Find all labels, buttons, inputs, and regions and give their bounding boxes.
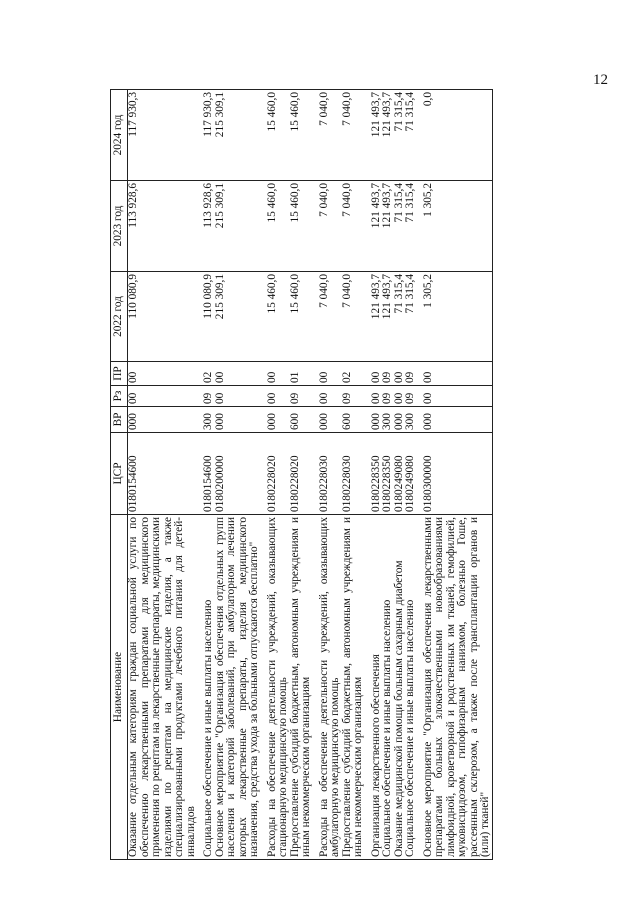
cell-rz: 09: [405, 386, 417, 407]
cell-2023: 121 493,7: [365, 181, 383, 272]
cell-2024: 15 460,0: [290, 90, 313, 181]
table-row: [405, 90, 417, 860]
cell-2022: 71 315,4: [394, 272, 406, 362]
cell-name: Социальное обеспечение и иные выплаты населению: [197, 515, 215, 860]
cell-csr: 0180300000: [417, 433, 493, 515]
cell-2023: 113 928,6: [197, 181, 215, 272]
cell-rz: 00: [417, 386, 493, 407]
cell-csr: 0180249080: [394, 433, 406, 515]
table-row: [313, 90, 342, 860]
header-2024: 2024 год: [111, 90, 128, 181]
table-row: [215, 90, 261, 860]
cell-2023: 215 309,1: [215, 181, 261, 272]
cell-name: Основное мероприятие "Организация обеспечения отдельных групп населения и категорий заболеваний, при амбулаторном лечении которых лекарственные препараты, изделия медицинского назначения, средства ухода за больными отпускаются бесплатно": [215, 515, 261, 860]
cell-vr: 300: [405, 407, 417, 433]
cell-2023: 71 315,4: [394, 181, 406, 272]
cell-vr: 000: [365, 407, 383, 433]
cell-2022: 110 080,9: [197, 272, 215, 362]
cell-rz: 00: [313, 386, 342, 407]
table-row: [417, 90, 493, 860]
cell-rz: 00: [394, 386, 406, 407]
cell-pr: 00: [394, 362, 406, 386]
header-2023: 2023 год: [111, 181, 128, 272]
cell-2024: 7 040,0: [342, 90, 365, 181]
cell-vr: 300: [197, 407, 215, 433]
cell-2023: 113 928,6: [128, 181, 198, 272]
cell-csr: 0180228030: [342, 433, 365, 515]
cell-pr: 09: [382, 362, 394, 386]
cell-2024: 7 040,0: [313, 90, 342, 181]
cell-2023: 121 493,7: [382, 181, 394, 272]
cell-2022: 15 460,0: [290, 272, 313, 362]
cell-2024: 121 493,7: [365, 90, 383, 181]
cell-2024: 71 315,4: [405, 90, 417, 181]
header-csr: ЦСР: [111, 433, 128, 515]
cell-2022: 121 493,7: [382, 272, 394, 362]
cell-rz: 00: [128, 386, 198, 407]
cell-vr: 000: [313, 407, 342, 433]
cell-vr: 000: [215, 407, 261, 433]
cell-2023: 7 040,0: [342, 181, 365, 272]
cell-2024: 117 930,3: [197, 90, 215, 181]
cell-2022: 71 315,4: [405, 272, 417, 362]
header-vr: ВР: [111, 407, 128, 433]
table-row: [342, 90, 365, 860]
cell-rz: 09: [197, 386, 215, 407]
cell-vr: 000: [128, 407, 198, 433]
header-name: Наименование: [111, 515, 128, 860]
cell-pr: 00: [215, 362, 261, 386]
cell-vr: 600: [342, 407, 365, 433]
cell-name: Социальное обеспечение и иные выплаты населению: [405, 515, 417, 860]
cell-pr: 00: [128, 362, 198, 386]
table-row: [290, 90, 313, 860]
cell-name: Социальное обеспечение и иные выплаты населению: [382, 515, 394, 860]
cell-rz: 09: [290, 386, 313, 407]
header-pr: ПР: [111, 362, 128, 386]
cell-name: Расходы на обеспечение деятельности учреждений, оказывающих стационарную медицинскую помощь: [261, 515, 290, 860]
cell-csr: 0180154600: [128, 433, 198, 515]
table-row: [128, 90, 198, 860]
cell-2024: 0,0: [417, 90, 493, 181]
budget-table: [110, 89, 493, 860]
cell-2022: 7 040,0: [342, 272, 365, 362]
cell-csr: 0180249080: [405, 433, 417, 515]
cell-2023: 15 460,0: [261, 181, 290, 272]
cell-2023: 15 460,0: [290, 181, 313, 272]
cell-pr: 00: [313, 362, 342, 386]
cell-pr: 00: [417, 362, 493, 386]
table-row: [197, 90, 215, 860]
cell-name: Оказание медицинской помощи больным сахарным диабетом: [394, 515, 406, 860]
cell-2022: 215 309,1: [215, 272, 261, 362]
cell-vr: 000: [394, 407, 406, 433]
cell-2023: 1 305,2: [417, 181, 493, 272]
cell-vr: 300: [382, 407, 394, 433]
cell-2022: 1 305,2: [417, 272, 493, 362]
cell-rz: 09: [382, 386, 394, 407]
cell-pr: 00: [261, 362, 290, 386]
cell-pr: 02: [197, 362, 215, 386]
cell-csr: 0180228350: [382, 433, 394, 515]
cell-2024: 215 309,1: [215, 90, 261, 181]
cell-csr: 0180228020: [290, 433, 313, 515]
cell-csr: 0180200000: [215, 433, 261, 515]
cell-pr: 02: [342, 362, 365, 386]
cell-2024: 117 930,3: [128, 90, 198, 181]
cell-rz: 09: [342, 386, 365, 407]
cell-csr: 0180154600: [197, 433, 215, 515]
cell-name: Основное мероприятие "Организация обеспечения лекарственными препаратами больных злокачественными новообразованиями лимфоидной, кроветворной и родственных им тканей, гемофилией, муковисцидозом, гипофизарным нанизмом, болезнью Гоше, рассеянным склерозом, а также после трансплантации органов и (или) тканей": [417, 515, 493, 860]
cell-vr: 600: [290, 407, 313, 433]
table-row: [261, 90, 290, 860]
cell-2024: 15 460,0: [261, 90, 290, 181]
table-row: [365, 90, 383, 860]
cell-name: Оказание отдельным категориям граждан социальной услуги по обеспечению лекарственными препаратами для медицинского применения по рецептам на лекарственные препараты, медицинскими изделиями по рецептам на медицинские изделия, а также специализированными продуктами лечебного питания для детей-инвалидов: [128, 515, 198, 860]
cell-2023: 7 040,0: [313, 181, 342, 272]
header-row: [111, 90, 128, 860]
cell-2024: 71 315,4: [394, 90, 406, 181]
cell-2022: 15 460,0: [261, 272, 290, 362]
table-row: [382, 90, 394, 860]
cell-name: Организация лекарственного обеспечения: [365, 515, 383, 860]
cell-rz: 00: [261, 386, 290, 407]
cell-csr: 0180228030: [313, 433, 342, 515]
cell-rz: 00: [365, 386, 383, 407]
table-body: [128, 90, 493, 860]
cell-rz: 00: [215, 386, 261, 407]
cell-vr: 000: [261, 407, 290, 433]
cell-name: Предоставление субсидий бюджетным, автономным учреждениям и иным некоммерческим организациям: [290, 515, 313, 860]
cell-2022: 7 040,0: [313, 272, 342, 362]
cell-pr: 01: [290, 362, 313, 386]
rotated-table-container: [110, 90, 525, 860]
cell-name: Предоставление субсидий бюджетным, автономным учреждениям и иным некоммерческим организациям: [342, 515, 365, 860]
cell-csr: 0180228350: [365, 433, 383, 515]
cell-2022: 121 493,7: [365, 272, 383, 362]
cell-pr: 09: [405, 362, 417, 386]
cell-name: Расходы на обеспечение деятельности учреждений, оказывающих амбулаторную медицинскую помощь: [313, 515, 342, 860]
cell-vr: 000: [417, 407, 493, 433]
cell-csr: 0180228020: [261, 433, 290, 515]
cell-2022: 110 080,9: [128, 272, 198, 362]
cell-2023: 71 315,4: [405, 181, 417, 272]
cell-pr: 00: [365, 362, 383, 386]
page-number: 12: [593, 72, 608, 88]
header-2022: 2022 год: [111, 272, 128, 362]
header-rz: Рз: [111, 386, 128, 407]
cell-2024: 121 493,7: [382, 90, 394, 181]
